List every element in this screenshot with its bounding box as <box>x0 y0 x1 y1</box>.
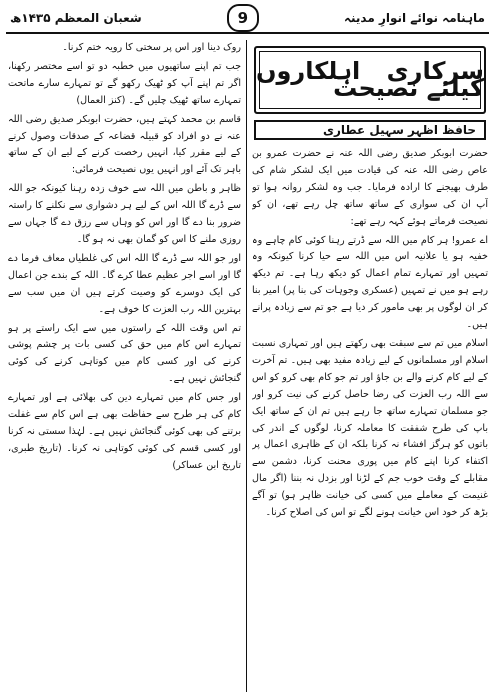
article-title: سرکاری اہلکاروں کیلئے نصیحت <box>256 57 484 102</box>
paragraph: قاسم بن محمد کہتے ہیں، حضرت ابوبکر صدیق رضی اللہ عنہ نے دو افراد کو قبیلہ قضاعہ کے صدقات وصول کرنے کے لیے مقرر کیا، انہیں رخصت کرنے کے لیے ان کے ساتھ باہر تک آئے اور انہیں یوں نصیحت فرمائی: <box>8 113 241 176</box>
paragraph: اور جس کام میں تمہارے دین کی بھلائی ہے اور تمہارے کام کی ہر طرح سے حفاظت بھی ہے اس کام سے غفلت برتنے کی بھی کوئی گنجائش نہیں ہے۔ لہٰذا سستی نہ کرنا اور کسی قسم کی کوئی کوتاہی نہ کرنا۔ (تاریخ طبری، تاریخ ابن عساکر) <box>8 392 241 471</box>
paragraph: جب تم اپنے ساتھیوں میں خطبہ دو تو اسے مختصر رکھنا، اگر تم اپنے آپ کو ٹھیک رکھو گے تو تمہارے سارے ماتحت تمہارے ساتھ ٹھیک چلیں گے۔ (کنز العمال) <box>8 60 241 106</box>
paragraph: ظاہر و باطن میں اللہ سے خوف زدہ رہنا کیونکہ جو اللہ سے ڈرے گا اللہ اس کے لیے ہر دشواری سے نکلنے کا راستہ ضرور بنا دے گا اور اس کو وہاں سے رزق دے گا جہاں سے روزی ملنے کا اس کو گمان بھی نہ ہو گا۔ <box>8 183 241 245</box>
article-author: حافظ اظہر سہیل عطاری <box>322 122 476 137</box>
paragraph: تم اس وقت اللہ کے راستوں میں سے ایک راستے پر ہو تمہارے اس کام میں حق کی کسی بات پر چشم پوشی کرنے کی اور کسی کام میں کوتاہی کرنے کی کوئی گنجائش نہیں ہے۔ <box>8 322 241 385</box>
page-number: 9 <box>227 4 259 32</box>
paragraph: اور جو اللہ سے ڈرے گا اللہ اس کی غلطیاں معاف فرما دے گا اور اسے اجر عظیم عطا کرے گا۔ اللہ کے بندے جن اعمال کی ایک دوسرے کو وصیت کرتے ہیں ان میں سب سے بہترین اللہ رب العزت کا خوف ہے۔ <box>8 252 241 315</box>
issue-date: شعبان المعظم ۱۴۳۵ھ <box>10 11 142 25</box>
paragraph: اسلام میں تم سے سبقت بھی رکھتے ہیں اور تمہاری نسبت اسلام اور مسلمانوں کے لیے زیادہ مفید بھی ہیں۔ تم آخرت کے لیے کام کرنے والے بن جاؤ اور تم جو کام بھی کرو کو اس سے اللہ رب العزت کی رضا حاصل کرنے کی نیت کرو اور جو مسلمان تمہارے ساتھ جا رہے ہیں تم ان کے ساتھ ایک باپ کی طرح شفقت کا معاملہ کرنا، لوگوں کے اندر کی باتوں کو ہرگز افشاء نہ کرنا بلکہ ان کے ظاہری اعمال پر اکتفاء کرنا اپنے کام میں پوری محنت کرنا، دشمن سے مقابلے کے وقت خوب جم کے لڑنا اور بزدل نہ بننا (اگر مال غنیمت کے معاملے میں کسی کی خیانت ظاہر ہو) تو آگے بڑھ کر خود اس خیانت ہونے لگے تو اس کی اصلاح کرنا۔ <box>252 337 488 519</box>
paragraph: روک دینا اور اس پر سختی کا رویہ ختم کرنا۔ <box>62 42 241 53</box>
paragraph: اے عمرو! ہر کام میں اللہ سے ڈرتے رہنا کوئی کام چاہے وہ خفیہ ہو یا علانیہ اس میں اللہ سے حیا کرنا کیونکہ وہ تمہیں اور تمہارے تمام اعمال کو دیکھ رہا ہے۔ تم دیکھ رہے ہو میں نے تمہیں (عسکری وجوہات کی بنا پر) امیر بنا کر ان لوگوں پر بھی مامور کر دیا ہے جو تم سے زیادہ پرانے ہیں۔ <box>252 234 488 331</box>
page-header <box>6 4 489 34</box>
paragraph: حضرت ابوبکر صدیق رضی اللہ عنہ نے حضرت عمرو بن عاص رضی اللہ عنہ کی قیادت میں ایک لشکر شام کی طرف بھیجنے کا ارادہ فرمایا۔ جب وہ لشکر روانہ ہوا تو آپ ان کی سواری کے ساتھ ساتھ چل رہے تھے، ان کو نصیحت فرماتے ہوئے کہہ رہے تھے: <box>252 148 488 227</box>
article-title-box <box>254 46 486 114</box>
right-column <box>252 40 488 694</box>
author-bar <box>254 120 486 140</box>
column-divider <box>246 40 247 692</box>
magazine-name: ماہنامہ نوائے انوارِ مدینہ <box>343 11 485 25</box>
left-column <box>8 40 241 694</box>
